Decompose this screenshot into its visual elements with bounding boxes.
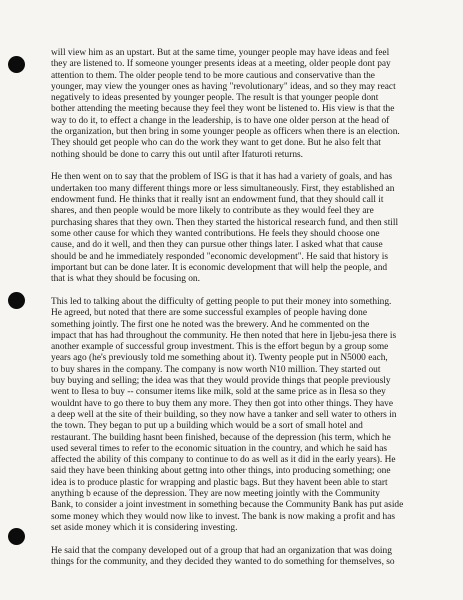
- paragraph-1: will view him as an upstart. But at the same time, younger people may have ideas and feel they are listened to. If someone younger presents ideas at a meeting, older people dont pay attention to them. The older people tend to be more cautious and conservative than the younger, may view the younger ones as having "revolutionary" ideas, and so they may react negatively to ideas presented by younger people. The result is that younger people dont bother attending the meeting because they feel they wont be listened to. His view is that the way to do it, to effect a change in the leadership, is to have one older person at the head of the organization, but then bring in some younger people as officers when there is an election. They should get people who can do the work they want to get done. But he also felt that nothing should be done to carry this out until after Ifaturoti returns.: [51, 48, 400, 160]
- punch-hole-bottom: [8, 528, 25, 545]
- punch-hole-top: [8, 56, 25, 73]
- paragraph-2: He then went on to say that the problem of ISG is that it has had a variety of goals, and has undertaken too many different things more or less simultaneously. First, they established an endowment fund. He thinks that it really isnt an endowment fund, that they should call it shares, and then people would be more likely to contribute as they would feel they are purchasing shares that they own. Then they started the historical research fund, and then still some other cause for which they wanted contributions. He feels they should choose one cause, and do it well, and then they can pursue other things later. I asked what that cause should be and he immediately responded "economic development". He said that history is important but can be done later. It is economic development that will help the people, and that is what they should be focusing on.: [51, 172, 399, 285]
- paragraph-4: He said that the company developed out of a group that had an organization that was doing things for the community, and they decided they wanted to do something for themselves, so: [51, 545, 395, 567]
- paragraph-3: This led to talking about the difficulty of getting people to put their money into something. He agreed, but noted that there are some successful examples of people having done something jointly. The first one he noted was the brewery. And he commented on the impact that has had throughout the community. He then noted that here in Ijebu-jesa there is another example of successful group investment. This is the effort begun by a group some years ago (he's previously told me something about it). Twenty people put in N5000 each, to buy shares in the company. The company is now worth N10 million. They started out buy buying and selling; the idea was that they would provide things that people previously went to Ilesa to buy -- consumer items like milk, sold at the same price as in Ilesa so they wouldnt have to go there to buy them any more. They then got into other things. They have a deep well at the site of their building, so they now have a tanker and sell water to others in the town. They began to put up a building which would be a sort of small hotel and restaurant. The building hasnt been finished, because of the depression (his term, which he used several times to refer to the economic situation in the country, and which he said has affected the ability of this company to continue to do as well as it did in the early years). He said they have been thinking about gettng into other things, into producing something; one idea is to produce plastic for wrapping and plastic bags. But they havent been able to start anything b ecause of the depression. They are now meeting jointly with the Community Bank, to consider a joint investment in something because the Community Bank has put aside some money which they would now like to invest. The bank is now making a profit and has set aside money which it is considering investing.: [51, 296, 404, 533]
- punch-hole-middle: [8, 292, 25, 309]
- document-body: [51, 48, 429, 568]
